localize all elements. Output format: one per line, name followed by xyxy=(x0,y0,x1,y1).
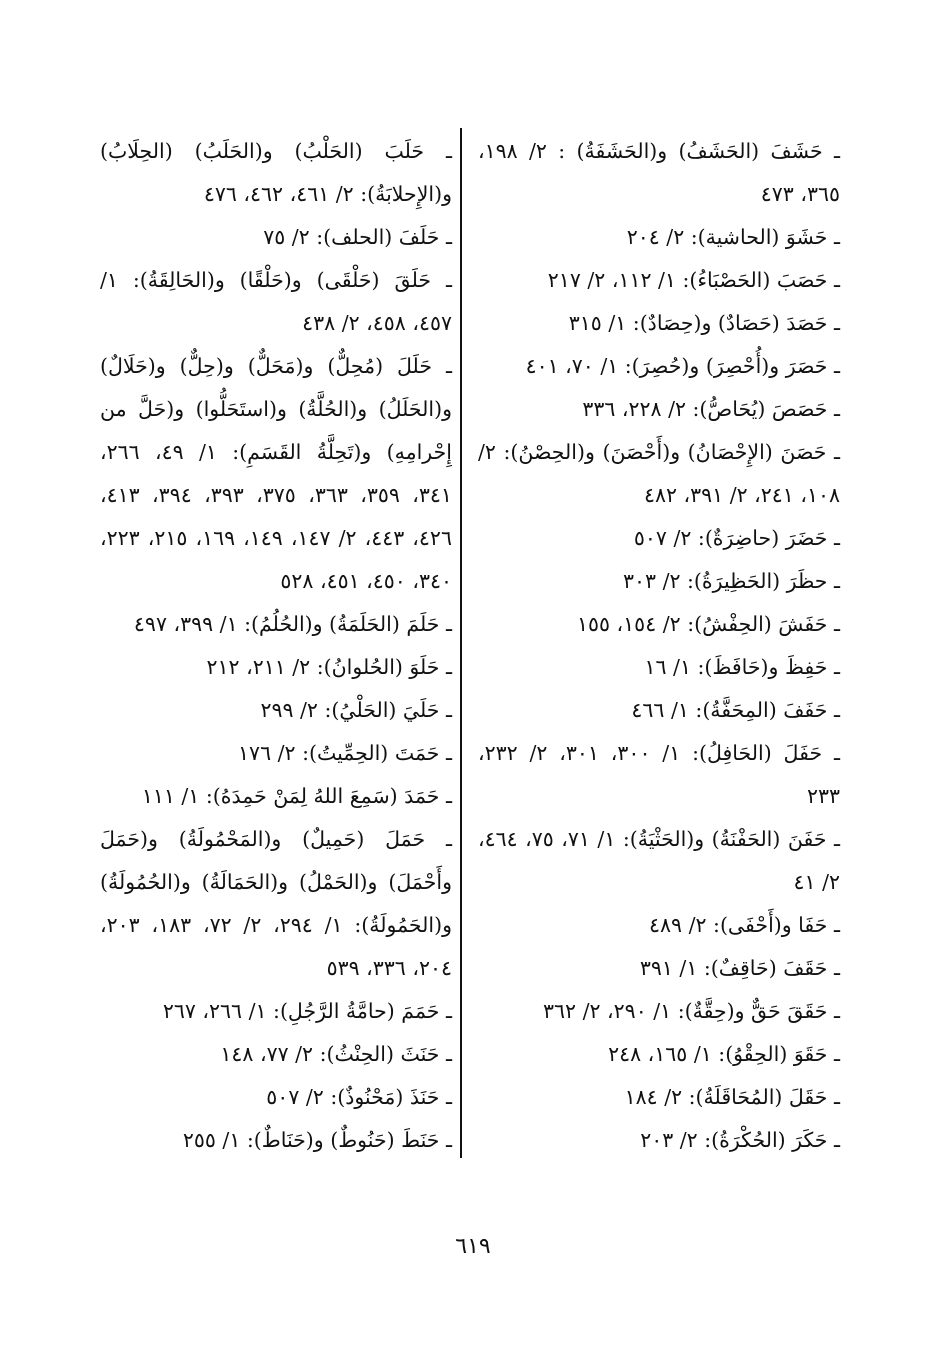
index-entry: ـ حَشَوَ (الحاشية): ٢/ ٢٠٤ xyxy=(626,225,840,249)
index-entry: ـ حَلَوَ (الحُلوانُ): ٢/ ٢١١، ٢١٢ xyxy=(206,655,452,679)
index-entry: ـ حَشَفَ (الحَشَفُ) و(الحَشَفَةُ) : ٢/ ١٩٨، ٣٦٥، ٤٧٣ xyxy=(478,139,840,206)
page-number: ٦١٩ xyxy=(455,1234,491,1259)
index-entry: ـ حَمَلَ (حَمِيلٌ) و(المَحْمُولَةُ) و(حَمَلَ وأَحْمَلَ) و(الحَمْلُ) و(الحَمَالَةُ) و(الحُمُولَةُ) و(الحَمُولَةُ): ١/ ٢٩٤، ٢/ ٧٢، ١٨٣، ٢٠٣، ٢٠٤، ٣٣٦، ٥٣٩ xyxy=(100,827,452,980)
index-entry: ـ حَنَطَ (حَنُوطٌ) و(حَنَاطٌ): ١/ ٢٥٥ xyxy=(182,1128,452,1152)
index-entry: ـ حَفَشَ (الحِفْشُ): ٢/ ١٥٤، ١٥٥ xyxy=(576,612,840,636)
index-entry: ـ حَفَا و(أَحْفَى): ٢/ ٤٨٩ xyxy=(649,913,840,937)
index-entry: ـ حَقَلَ (المُحَاقَلَةُ): ٢/ ١٨٤ xyxy=(624,1085,840,1109)
index-entry: ـ حَضَرَ (حاضِرَةٌ): ٢/ ٥٠٧ xyxy=(633,526,840,550)
index-entry: ـ حَمَتَ (الحِمِّيتُ): ٢/ ١٧٦ xyxy=(238,741,452,765)
index-entry: ـ حَمَدَ (سَمِعَ اللهُ لِمَنْ حَمِدَهُ): ١/ ١١١ xyxy=(141,784,452,808)
index-entry: ـ حَكَرَ (الحُكْرَةُ): ٢/ ٢٠٣ xyxy=(640,1128,840,1152)
index-entry: ـ حَلَمَ (الحَلَمَةُ) و(الحُلُمُ): ١/ ٣٩٩، ٤٩٧ xyxy=(133,612,452,636)
index-entry: ـ حَقَقَ حَقٌّ و(حِقَّةٌ): ١/ ٢٩٠، ٢/ ٣٦٢ xyxy=(543,999,840,1023)
index-entry: ـ حَقَوَ (الحِقْوُ): ١/ ١٦٥، ٢٤٨ xyxy=(608,1042,840,1066)
index-entry: ـ حَصَرَ و(أُحْصِرَ) و(حُصِرَ): ١/ ٧٠، ٤٠١ xyxy=(525,354,840,378)
index-entry: ـ حَصَدَ (حَصَادٌ) و(حِصَادٌ): ١/ ٣١٥ xyxy=(568,311,840,335)
index-entry: ـ حظَرَ (الحَظِيرَةُ): ٢/ ٣٠٣ xyxy=(623,569,840,593)
index-entry: ـ حَنَذَ (مَحْنُوذٌ): ٢/ ٥٠٧ xyxy=(266,1085,452,1109)
column-divider xyxy=(460,128,462,1158)
index-entry: ـ حَلَقَ (حَلْقَى) و(حَلْقًا) و(الحَالِقَةُ): ١/ ٤٥٧، ٤٥٨، ٢/ ٤٣٨ xyxy=(100,268,452,335)
index-entry: ـ حَقَفَ (حَاقِفٌ): ١/ ٣٩١ xyxy=(639,956,840,980)
index-entry: ـ حَمَمَ (حامَّةُ الرَّجُلِ): ١/ ٢٦٦، ٢٦٧ xyxy=(162,999,452,1023)
index-entry: ـ حَلَلَ (مُحِلٌّ) و(مَحَلٌّ) و(حِلٌّ) و(حَلَالٌ) و(الحَلَلُ) و(الحُلَّةُ) و(استَحَلُّوا) و(حَلَّ من إِحْرامِهِ) و(تَحِلَّةُ القَسَمِ): ١/ ٤٩، ٢٦٦، ٣٤١، ٣٥٩، ٣٦٣، ٣٧٥، ٣٩٣، ٣٩٤، ٤١٣، ٤٢٦، ٤٤٣، ٢/ ١٤٧، ١٤٩، ١٦٩، ٢١٥، ٢٢٣، ٣٤٠، ٤٥٠، ٤٥١، ٥٢٨ xyxy=(100,354,452,593)
index-entry: ـ حَلَفَ (الحلف): ٢/ ٧٥ xyxy=(263,225,452,249)
index-entry: ـ حَفَلَ (الحَافِلُ): ١/ ٣٠٠، ٣٠١، ٢/ ٢٣٢، ٢٣٣ xyxy=(478,741,840,808)
index-entry: ـ حَفَفَ (المِحَفَّةُ): ١/ ٤٦٦ xyxy=(631,698,840,722)
index-entry: ـ حَلَيَ (الحَلْيُ): ٢/ ٢٩٩ xyxy=(260,698,452,722)
index-entry: ـ حَصَبَ (الحَصْبَاءُ): ١/ ١١٢، ٢/ ٢١٧ xyxy=(547,268,840,292)
index-column-right xyxy=(478,130,840,1162)
index-entry: ـ حَصَصَ (يُحَاصُّ): ٢/ ٢٢٨، ٣٣٦ xyxy=(582,397,840,421)
index-column-left xyxy=(100,130,452,1162)
index-entry: ـ حَلَبَ (الحَلْبُ) و(الحَلَبُ) (الحِلَابُ) و(الإِحلابَةُ): ٢/ ٤٦١، ٤٦٢، ٤٧٦ xyxy=(100,139,452,206)
index-entry: ـ حَصَنَ (الإِحْصَانُ) و(أَحْصَنَ) و(الحِصْنُ): ٢/ ١٠٨، ٢٤١، ٢/ ٣٩١، ٤٨٢ xyxy=(478,440,840,507)
index-entry: ـ حَفَنَ (الحَفْنَةُ) و(الحَثْيَةُ): ١/ ٧١، ٧٥، ٤٦٤، ٢/ ٤١ xyxy=(478,827,840,894)
index-entry: ـ حَنَثَ (الحِنْثُ): ٢/ ٧٧، ١٤٨ xyxy=(220,1042,452,1066)
index-entry: ـ حَفِظَ و(حَافَظَ): ١/ ١٦ xyxy=(644,655,840,679)
